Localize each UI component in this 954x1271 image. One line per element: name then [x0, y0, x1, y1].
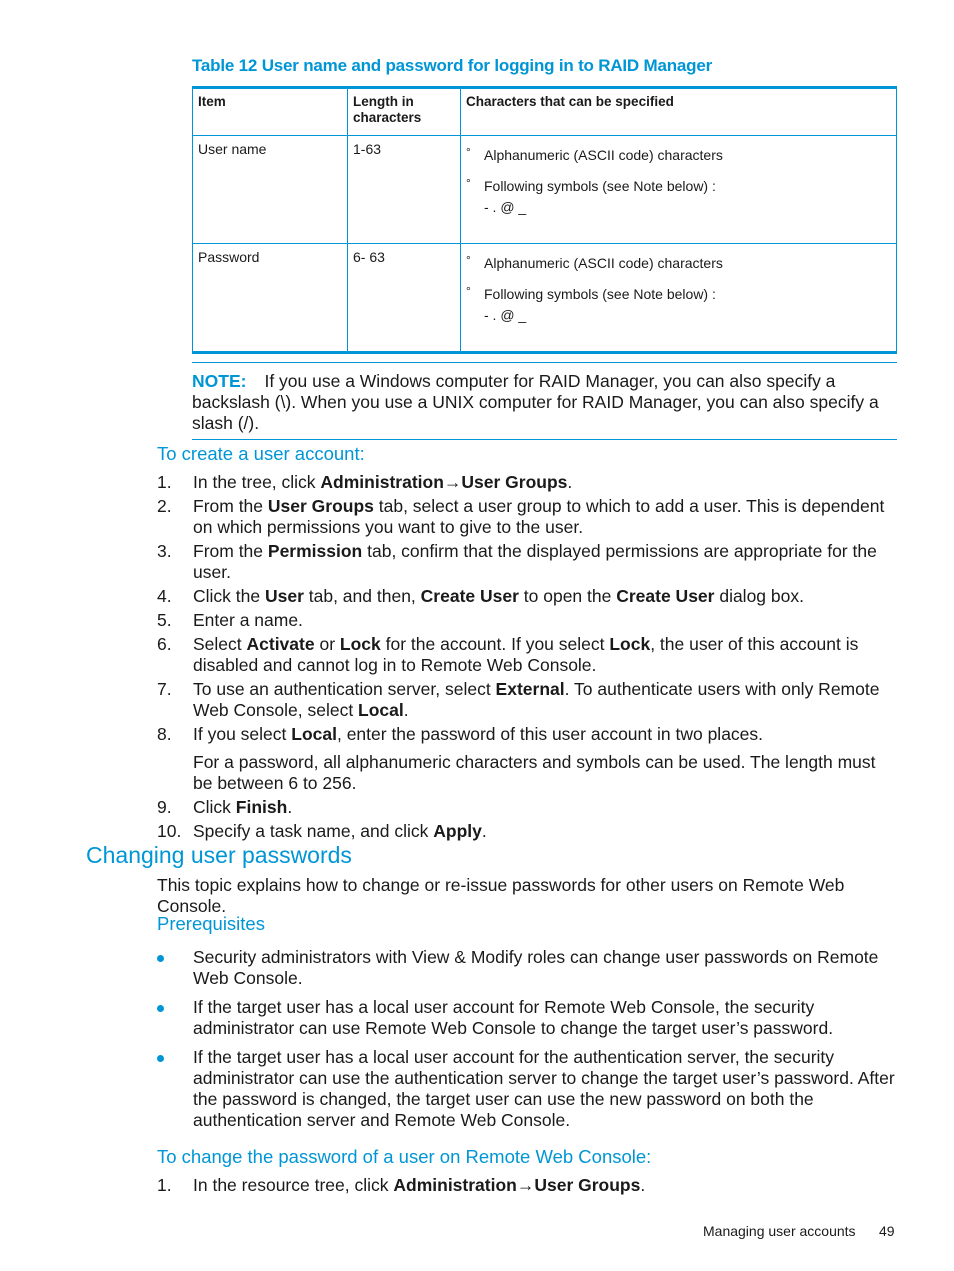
table-row [193, 244, 897, 353]
step-text: To use an authentication server, select External. To authenticate users with only Remote Web Console, select Local. [193, 679, 880, 720]
cell-item: Password [193, 244, 348, 353]
step-number: 8. [157, 724, 172, 744]
step-number: 2. [157, 496, 172, 516]
note-label: NOTE: [192, 371, 247, 391]
table-header-row [193, 88, 897, 136]
table-row [193, 136, 897, 244]
step-number: 1. [157, 472, 172, 492]
header-characters: Characters that can be specified [461, 88, 897, 136]
step-text: Select Activate or Lock for the account. If you select Lock, the user of this account is disabled and cannot log in to Remote Web Console. [193, 634, 859, 675]
create-account-heading: To create a user account: [157, 443, 365, 464]
list-item: ° Alphanumeric (ASCII code) characters [466, 253, 723, 271]
step-detail: For a password, all alphanumeric characters and symbols can be used. The length must be between 6 to 256. [193, 752, 876, 793]
bullet-dot-icon [157, 955, 164, 962]
step-text: In the resource tree, click Administration→User Groups. [193, 1175, 646, 1195]
list-item: If the target user has a local user account for the authentication server, the security administrator can use the authentication server to change the target user’s password. After the password is changed, the target user can use the new password on both the authentication server and Remote Web Console. [157, 1047, 899, 1131]
step-number: 1. [157, 1175, 172, 1195]
cell-characters [461, 136, 897, 244]
step-number: 9. [157, 797, 172, 817]
list-item: ° Following symbols (see Note below) : - . @ _ [466, 286, 891, 324]
circle-bullet-icon: ° [466, 176, 471, 190]
table-caption: Table 12 User name and password for logging in to RAID Manager [192, 56, 713, 75]
list-item: Security administrators with View & Modify roles can change user passwords on Remote Web Console. [157, 947, 899, 989]
cell-length: 6- 63 [348, 244, 461, 353]
step-text: From the Permission tab, confirm that the displayed permissions are appropriate for the user. [193, 541, 877, 582]
circle-bullet-icon: ° [466, 284, 471, 298]
cell-characters [461, 244, 897, 353]
cell-length: 1-63 [348, 136, 461, 244]
step-text: In the tree, click Administration→User Groups. [193, 472, 573, 492]
note-box [192, 362, 897, 440]
list-item [157, 821, 897, 842]
bullet-dot-icon [157, 1055, 164, 1062]
allowed-symbols: - . @ _ [484, 199, 527, 215]
step-number: 5. [157, 610, 172, 630]
circle-bullet-icon: ° [466, 253, 471, 267]
cell-item: User name [193, 136, 348, 244]
list-item [157, 634, 897, 676]
list-item [157, 724, 897, 794]
list-item [157, 610, 897, 631]
list-item [157, 1175, 897, 1196]
create-account-steps [157, 472, 897, 845]
section-heading: Changing user passwords [86, 842, 352, 868]
list-item [157, 472, 897, 493]
header-item: Item [193, 88, 348, 136]
step-number: 10. [157, 821, 182, 841]
header-length: Length in characters [348, 88, 461, 136]
list-item: If the target user has a local user account for Remote Web Console, the security administrator can use Remote Web Console to change the target user’s password. [157, 997, 899, 1039]
list-item: ° Following symbols (see Note below) : - . @ _ [466, 178, 891, 216]
list-item [157, 586, 897, 607]
page-number: 49 [879, 1223, 895, 1239]
list-item [157, 679, 897, 721]
step-number: 4. [157, 586, 172, 606]
list-item [157, 541, 897, 583]
circle-bullet-icon: ° [466, 145, 471, 159]
step-number: 3. [157, 541, 172, 561]
bullet-dot-icon [157, 1005, 164, 1012]
allowed-symbols: - . @ _ [484, 307, 527, 323]
list-item [157, 496, 897, 538]
step-text: Click Finish. [193, 797, 293, 817]
section-intro: This topic explains how to change or re-issue passwords for other users on Remote Web Console. [157, 875, 845, 916]
step-text: If you select Local, enter the password of this user account in two places. [193, 724, 764, 744]
step-text: Enter a name. [193, 610, 303, 630]
footer-section: Managing user accounts [703, 1223, 856, 1239]
prerequisites-heading: Prerequisites [157, 913, 265, 934]
list-item: ° Alphanumeric (ASCII code) characters [466, 145, 723, 163]
step-number: 6. [157, 634, 172, 654]
character-list [466, 255, 891, 324]
prerequisites-list [157, 947, 899, 1139]
character-list [466, 147, 891, 216]
change-password-steps [157, 1175, 897, 1199]
credentials-table [192, 86, 897, 354]
step-number: 7. [157, 679, 172, 699]
note-text: If you use a Windows computer for RAID Manager, you can also specify a backslash (\). When you use a UNIX computer for RAID Manager, you can also specify a slash (/). [192, 371, 879, 433]
change-password-heading: To change the password of a user on Remote Web Console: [157, 1146, 652, 1167]
list-item [157, 797, 897, 818]
step-text: Specify a task name, and click Apply. [193, 821, 487, 841]
step-text: From the User Groups tab, select a user group to which to add a user. This is dependent on which permissions you want to give to the user. [193, 496, 885, 537]
step-text: Click the User tab, and then, Create User to open the Create User dialog box. [193, 586, 804, 606]
